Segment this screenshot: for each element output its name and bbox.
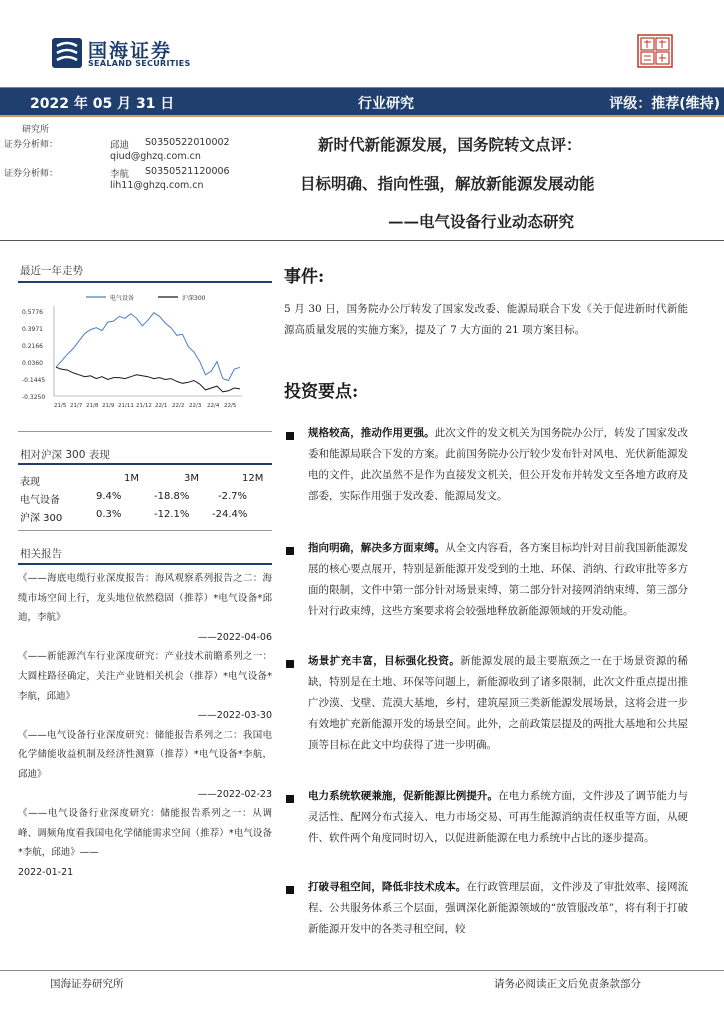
related-heading-rule <box>18 563 272 565</box>
analyst-email[interactable]: lih11@ghzq.com.cn <box>110 180 204 191</box>
x-tick-label: 22/2 <box>172 403 185 409</box>
related-report-date: 2022-01-21 <box>18 866 74 878</box>
perf-row <box>20 491 270 509</box>
title-divider <box>0 240 724 241</box>
perf-row <box>20 509 270 527</box>
bullet-icon <box>286 547 294 555</box>
analyst-name: 李航 <box>110 169 130 180</box>
institute-label: 研究所 <box>22 125 50 135</box>
report-rating: 评级：推荐(维持) <box>609 96 720 112</box>
point-text: 从全文内容看，各方案目标均针对目前我国新能源发展的核心要点展开，特别是新能源开发受到的土地、环保、消纳、行政审批等多方面的限制，文件中第一部分针对场景束缚、第二部分针对接网消纳束缚、第三部分针对行政束缚，这些方案要求将会较强地释放新能源领域的开发动能。 <box>308 542 689 617</box>
related-report-date: ——2022-04-06 <box>197 631 272 643</box>
point-paragraph <box>308 423 688 507</box>
analyst-role: 证券分析师： <box>4 140 59 150</box>
report-title-line1: 新时代新能源发展，国务院转文点评： <box>318 135 582 154</box>
x-tick-label: 21/9 <box>102 403 115 409</box>
company-logo <box>52 36 212 72</box>
perf-header-row <box>20 473 270 491</box>
footer-rule <box>0 970 724 971</box>
y-tick-label: -0.1445 <box>22 377 46 384</box>
point-lead: 指向明确，解决多方面束缚。 <box>308 542 446 554</box>
related-reports-list <box>18 569 272 883</box>
perf-heading: 相对沪深 300 表现 <box>20 449 110 461</box>
perf-cell: -24.4% <box>212 509 248 520</box>
x-tick-label: 21/7 <box>70 403 83 409</box>
analyst-email[interactable]: qiud@ghzq.com.cn <box>110 151 201 162</box>
analyst-cert: S0350522010002 <box>145 137 230 148</box>
related-report-date: ——2022-02-23 <box>197 788 272 800</box>
report-subtitle: ——电气设备行业动态研究 <box>388 212 575 231</box>
trend-heading: 最近一年走势 <box>20 265 83 277</box>
report-category: 行业研究 <box>358 96 414 112</box>
related-report-link[interactable]: 《——电气设备行业深度研究：储能报告系列之二：我国电化学储能收益机制及经济性测算（推荐）*电气设备*李航，邱迪》 <box>18 729 272 780</box>
bullet-icon <box>286 660 294 668</box>
x-tick-label: 21/8 <box>86 403 99 409</box>
legend-label-sector: 电气设备 <box>110 295 135 302</box>
point-lead: 电力系统软硬兼施，促新能源比例提升。 <box>308 790 499 802</box>
sealand-logo-icon <box>52 36 82 70</box>
perf-col-header: 1M <box>124 473 139 484</box>
logo-en-text: SEALAND SECURITIES <box>88 59 191 68</box>
y-tick-label: 0.2166 <box>22 343 43 350</box>
footer-left: 国海证券研究所 <box>50 978 124 990</box>
related-report-link[interactable]: 《——海底电缆行业深度报告：海风观察系列报告之二：海缆市场空间上行，龙头地位依然稳固（推荐）*电气设备*邱迪，李航》 <box>18 573 272 624</box>
bullet-icon <box>286 886 294 894</box>
report-date: 2022 年 05 月 31 日 <box>30 96 175 112</box>
perf-divider <box>18 530 272 531</box>
footer-disclaimer[interactable]: 请务必阅读正文后免责条款部分 <box>494 978 641 990</box>
point-text: 在行政管理层面，文件涉及了审批效率、接网流程、公共服务体系三个层面，强调深化新能源领域的“放管服改革”，将有利于打破新能源开发中的各类寻租空间，较 <box>308 881 688 935</box>
analyst-role: 证券分析师： <box>4 169 59 179</box>
point-text: 此次文件的发文机关为国务院办公厅，转发了国家发改委和能源局联合下发的方案。此前国务院办公厅较少发布针对风电、光伏新能源发电的文件，此次虽然不是作为直接发文机关，但公开发布并转发文至各地方政府及部委，实际作用强于发改委、能源局发文。 <box>308 427 689 502</box>
perf-cell: -2.7% <box>218 491 248 502</box>
perf-col-header: 3M <box>184 473 199 484</box>
x-tick-label: 21/5 <box>54 403 67 409</box>
perf-cell: 电气设备 <box>20 495 60 506</box>
x-tick-label: 22/4 <box>207 403 220 409</box>
perf-cell: -12.1% <box>154 509 190 520</box>
x-tick-label: 21/11 <box>118 403 134 409</box>
point-lead: 规格较高，推动作用更强。 <box>308 427 435 439</box>
related-report-link[interactable]: 《——电气设备行业深度研究：储能报告系列之一：从调峰、调频角度看我国电化学储能需求空间（推荐）*电气设备*李航，邱迪》—— <box>18 808 272 859</box>
x-tick-label: 22/3 <box>189 403 202 409</box>
point-text: 在电力系统方面，文件涉及了调节能力与灵活性、配网分布式接入、电力市场交易、可再生能源消纳责任权重等方面，从硬件、软件两个角度同时切入，以促进新能源在电力系统中占比的逐步提高。 <box>308 790 689 844</box>
chart-divider <box>18 431 272 432</box>
report-title-line2: 目标明确、指向性强，解放新能源发展动能 <box>300 174 595 193</box>
related-heading: 相关报告 <box>20 548 62 560</box>
bullet-icon <box>286 432 294 440</box>
x-tick-label: 22/1 <box>155 403 168 409</box>
x-tick-label: 21/12 <box>136 403 152 409</box>
point-lead: 打破寻租空间，降低非技术成本。 <box>308 881 467 893</box>
analyst-cert: S0350521120006 <box>145 166 230 177</box>
related-report-link[interactable]: 《——新能源汽车行业深度研究：产业技术前瞻系列之一：大圆柱路径确定，关注产业链相关机会（推荐）*电气设备*李航，邱迪》 <box>18 651 272 702</box>
x-tick-label: 22/5 <box>224 403 237 409</box>
trend-chart <box>18 286 268 414</box>
point-paragraph <box>308 786 688 849</box>
research-seal-icon <box>637 34 673 68</box>
points-heading: 投资要点: <box>284 382 359 402</box>
series-line-index <box>56 367 240 392</box>
legend-label-index: 沪深300 <box>182 295 206 302</box>
point-paragraph <box>308 651 688 756</box>
report-banner <box>0 87 724 117</box>
trend-heading-rule <box>18 281 272 283</box>
perf-cell: 沪深 300 <box>20 513 63 524</box>
point-lead: 场景扩充丰富，目标强化投资。 <box>308 655 461 667</box>
event-heading: 事件: <box>284 267 325 287</box>
y-tick-label: -0.3250 <box>22 394 46 401</box>
perf-heading-rule <box>18 463 272 465</box>
series-line-sector <box>56 313 240 381</box>
bullet-icon <box>286 795 294 803</box>
logo-cn-text: 国海证券 <box>88 40 173 62</box>
event-body: 5 月 30 日，国务院办公厅转发了国家发改委、能源局联合下发《关于促进新时代新能源高质量发展的实施方案》，提及了 7 大方面的 21 项方案目标。 <box>284 303 688 336</box>
point-paragraph <box>308 877 688 943</box>
point-paragraph <box>308 538 688 622</box>
perf-cell: 9.4% <box>96 491 122 502</box>
perf-cell: 0.3% <box>96 509 122 520</box>
perf-col-header: 表现 <box>20 477 40 488</box>
y-tick-label: 0.0360 <box>22 360 43 367</box>
y-tick-label: 0.5776 <box>22 309 43 316</box>
perf-cell: -18.8% <box>154 491 190 502</box>
point-text: 新能源发展的最主要瓶颈之一在于场景资源的稀缺，特别是在土地、环保等问题上，新能源收到了诸多限制，此次文件重点提出推广沙漠、戈壁、荒漠大基地，乡村，建筑屋顶三类新能源发展场景，这将会进一步有效地扩充新能源开发的场景空间。此外，之前政策层提及的两批大基地和公共屋顶等目标在此文中均获得了进一步明确。 <box>308 655 689 751</box>
related-report-date: ——2022-03-30 <box>197 710 272 722</box>
analyst-name: 邱迪 <box>110 140 130 151</box>
y-tick-label: 0.3971 <box>22 326 43 333</box>
perf-col-header: 12M <box>242 473 264 484</box>
